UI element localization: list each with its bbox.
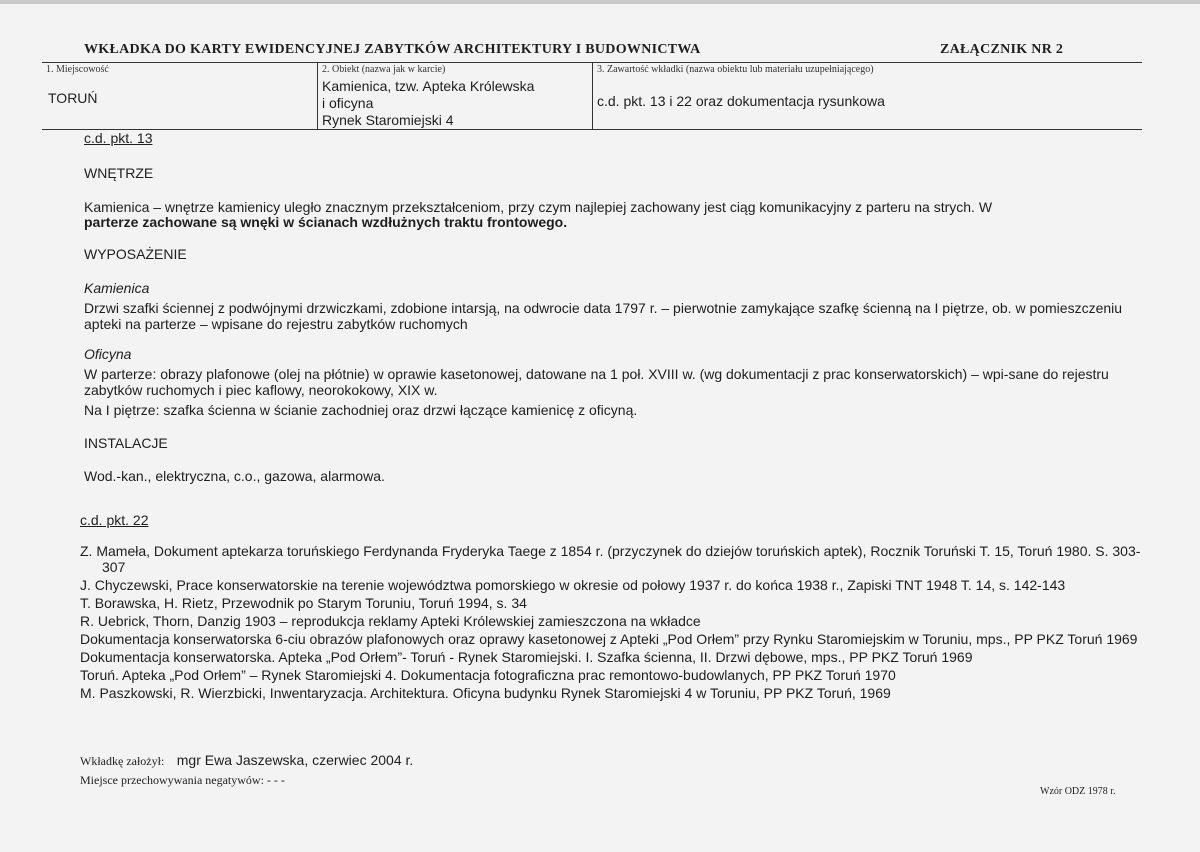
object-address: Rynek Staromiejski 4 [322, 112, 454, 128]
interior-heading: WNĘTRZE [84, 165, 154, 181]
interior-text-line-1: Kamienica – wnętrze kamienicy uległo znacznym przekształceniom, przy czym najlepiej zachowany jest ciąg komunikacyjny z parteru na strych. W [84, 199, 993, 215]
place-value: TORUŃ [48, 90, 98, 106]
section-22-ref: c.d. pkt. 22 [80, 512, 149, 528]
negatives-location: Miejsce przechowywania negatywów: - - - [80, 773, 285, 787]
equipment-heading: WYPOSAŻENIE [84, 246, 187, 262]
object-name-line-1: Kamienica, tzw. Apteka Królewska [322, 78, 535, 94]
bibliography-item: Z. Mameła, Dokument aptekarza toruńskiego Ferdynanda Fryderyka Taege z 1854 r. (przyczynek do dziejów toruńskich aptek), Rocznik Toruński T. 15, Toruń 1980. S. 303-307 [80, 543, 1141, 575]
section-13-ref: c.d. pkt. 13 [84, 130, 153, 146]
oficyna-ground-floor-text: W parterze: obrazy plafonowe (olej na płótnie) w oprawie kasetonowej, datowane na 1 poł. XVIII w. (wg dokumentacji z prac konserwatorskich) – wpi-sane do rejestru zabytków ruchomych i piec kaflowy, neorokokowy, XIX w. [84, 366, 1109, 398]
kamienica-subheading: Kamienica [84, 280, 150, 296]
author-label: Wkładkę założył: [80, 754, 165, 768]
content-label: 3. Zawartość wkładki (nazwa obiektu lub materiału uzupełniającego) [597, 64, 874, 75]
object-name-line-2: i oficyna [322, 95, 374, 111]
bibliography-list [80, 543, 1145, 703]
scan-top-edge [0, 0, 1200, 4]
bibliography-item: R. Uebrick, Thorn, Danzig 1903 – reprodukcja reklamy Apteki Królewskiej zamieszczona na wkładce [80, 613, 701, 629]
column-divider-1 [317, 62, 318, 129]
form-title: WKŁADKA DO KARTY EWIDENCYJNEJ ZABYTKÓW ARCHITEKTURY I BUDOWNICTWA [84, 42, 701, 57]
bibliography-item: J. Chyczewski, Prace konserwatorskie na terenie województwa pomorskiego w okresie od połowy 1937 r. do końca 1938 r., Zapiski TNT 1948 T. 14, s. 142-143 [80, 577, 1066, 593]
column-divider-2 [592, 62, 593, 129]
bibliography-item: Toruń. Apteka „Pod Orłem” – Rynek Staromiejski 4. Dokumentacja fotograficzna prac remontowo-budowlanych, PP PKZ Toruń 1970 [80, 667, 896, 683]
installations-text: Wod.-kan., elektryczna, c.o., gazowa, alarmowa. [84, 468, 385, 484]
installations-heading: INSTALACJE [84, 435, 168, 451]
content-value: c.d. pkt. 13 i 22 oraz dokumentacja rysunkowa [597, 93, 885, 109]
oficyna-subheading: Oficyna [84, 346, 132, 362]
oficyna-first-floor-text: Na I piętrze: szafka ścienna w ścianie zachodniej oraz drzwi łączące kamienicę z oficyną. [84, 402, 638, 418]
bibliography-item: M. Paszkowski, R. Wierzbicki, Inwentaryzacja. Architektura. Oficyna budynku Rynek Staromiejski 4 w Toruniu, PP PKZ Toruń, 1969 [80, 685, 891, 701]
bibliography-item: Dokumentacja konserwatorska. Apteka „Pod Orłem”- Toruń - Rynek Staromiejski. I. Szafka ścienna, II. Drzwi dębowe, mps., PP PKZ Toruń 1969 [80, 649, 973, 665]
author-value: mgr Ewa Jaszewska, czerwiec 2004 r. [176, 752, 414, 768]
bibliography-item: T. Borawska, H. Rietz, Przewodnik po Starym Toruniu, Toruń 1994, s. 34 [80, 595, 527, 611]
object-label: 2. Obiekt (nazwa jak w karcie) [322, 64, 446, 75]
bibliography-item: Dokumentacja konserwatorska 6-ciu obrazów plafonowych oraz oprawy kasetonowej z Apteki „Pod Orłem” przy Rynku Staromiejskim w Toruniu, mps., PP PKZ Toruń 1969 [80, 631, 1138, 647]
header-bottom-rule [42, 129, 1142, 130]
annex-number: ZAŁĄCZNIK NR 2 [940, 42, 1064, 57]
author-line [80, 752, 413, 770]
form-model: Wzór ODZ 1978 r. [1040, 786, 1116, 797]
kamienica-equipment-text: Drzwi szafki ściennej z podwójnymi drzwiczkami, zdobione intarsją, na odwrocie data 1797 r. – pierwotnie zamykające szafkę ścienną na I piętrze, ob. w pomieszczeniu apteki na parterze – wpisane do rejestru zabytków ruchomych [84, 300, 1123, 332]
place-label: 1. Miejscowość [46, 64, 109, 75]
interior-text-line-2: parterze zachowane są wnęki w ścianach wzdłużnych traktu frontowego. [84, 214, 568, 230]
